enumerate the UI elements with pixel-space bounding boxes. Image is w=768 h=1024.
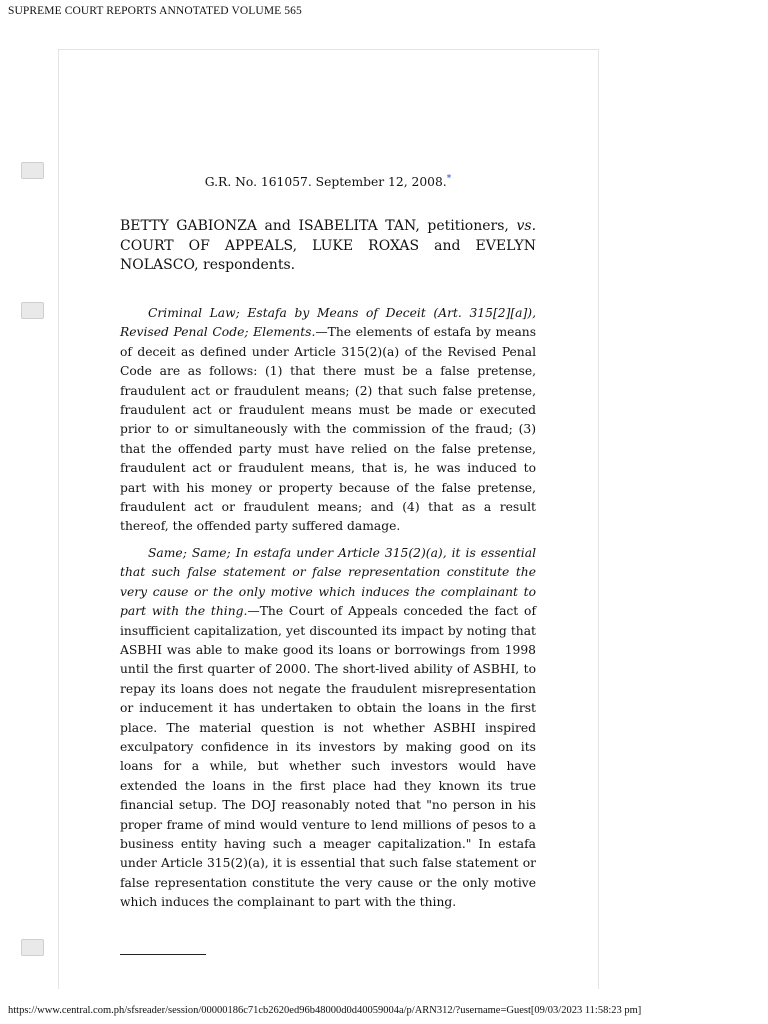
syllabus-keywords: Same; Same; In estafa under Article 315(2)(a), it is essential that such false statement or false representation constitute the very cause or the only motive which induces the complainant to part with the thing. <box>120 545 536 619</box>
syllabus-text: —The Court of Appeals conceded the fact of insufficient capitalization, yet discounted its impact by noting that ASBHI was able to make good its loans or borrowings from 1998 until the first quarter of 2000. The short-lived ability of ASBHI, to repay its loans does not negate the fraudulent misrepresentation or inducement it has undertaken to obtain the loans in the first place. The material question is not whether ASBHI inspired exculpatory confidence in its investors by making good on its loans for a while, but whether such investors would have extended the loans in the first place had they known its true financial setup. The DOJ reasonably noted that "no person in his proper frame of mind would venture to lend millions of pesos to a business entity having such a meager capitalization." In estafa under Article 315(2)(a), it is essential that such false statement or false representation constitute the very cause or the only motive which induces the complainant to part with the thing. <box>120 604 536 910</box>
footnote-marker-link[interactable]: * <box>446 174 452 184</box>
page-marker-button[interactable] <box>21 162 44 179</box>
syllabus <box>120 304 536 920</box>
case-parties <box>120 217 536 276</box>
versus: vs. <box>516 218 537 234</box>
case-gr-line <box>120 174 536 189</box>
footnote-divider <box>120 954 206 955</box>
syllabus-paragraph <box>120 544 536 913</box>
page-marker-button[interactable] <box>21 302 44 319</box>
syllabus-paragraph <box>120 304 536 537</box>
page-marker-button[interactable] <box>21 939 44 956</box>
petitioners: BETTY GABIONZA and ISABELITA TAN, petitioners, <box>120 218 509 234</box>
syllabus-keywords: Criminal Law; Estafa by Means of Deceit (Art. 315[2][a]), Revised Penal Code; Elements. <box>120 306 536 340</box>
page-footer-url: https://www.central.com.ph/sfsreader/session/00000186c71cb2620ed96b48000d0d40059004a/p/ARN312/?username=Guest[09/03/2023 11:58:23 pm] <box>8 1005 642 1016</box>
gr-number-date: G.R. No. 161057. September 12, 2008. <box>204 175 447 189</box>
syllabus-text: —The elements of estafa by means of deceit as defined under Article 315(2)(a) of the Revised Penal Code are as follows: (1) that there must be a false pretense, fraudulent act or fraudulent means; (2) that such false pretense, fraudulent act or fraudulent means must be made or executed prior to or simultaneously with the commission of the fraud; (3) that the offended party must have relied on the false pretense, fraudulent act or fraudulent means, that is, he was induced to part with his money or property because of the false pretense, fraudulent act or fraudulent means; and (4) that as a result thereof, the offended party suffered damage. <box>120 325 537 534</box>
respondents: COURT OF APPEALS, LUKE ROXAS and EVELYN NOLASCO, respondents. <box>120 237 536 273</box>
page-header: SUPREME COURT REPORTS ANNOTATED VOLUME 565 <box>8 5 302 17</box>
